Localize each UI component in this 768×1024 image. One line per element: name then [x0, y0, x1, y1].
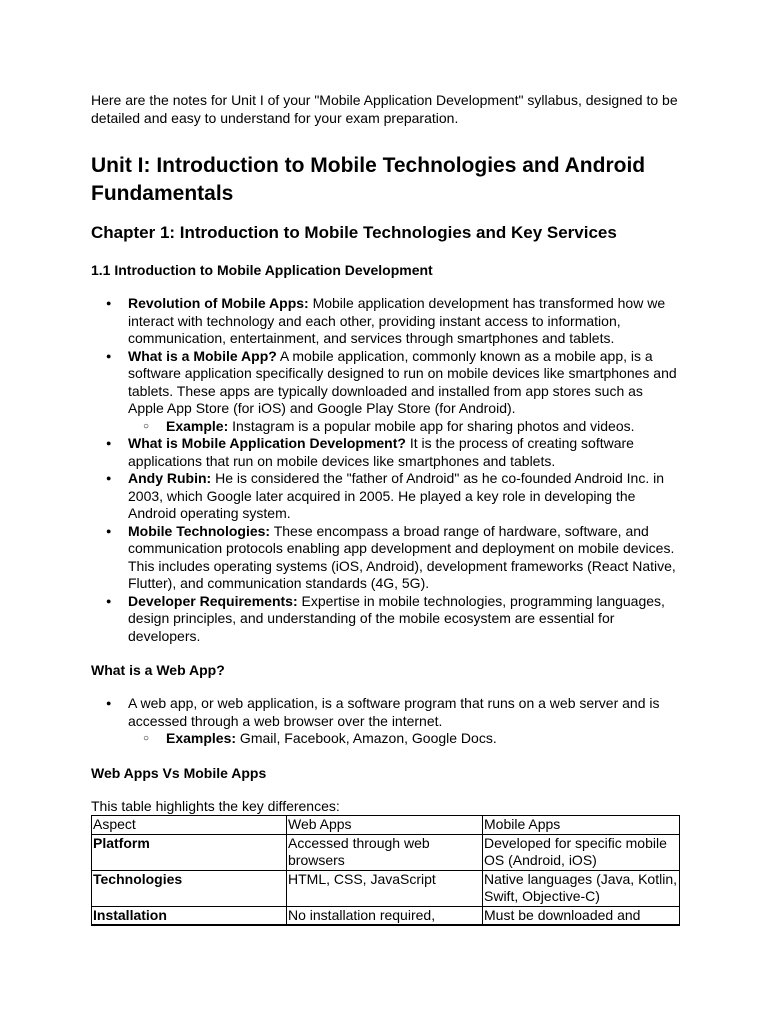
- table-header-row: [92, 816, 680, 835]
- sub-list: [128, 418, 681, 436]
- table-cell-aspect: Technologies: [92, 870, 287, 906]
- list-item-term: What is a Mobile App?: [128, 347, 277, 364]
- unit-title: Unit I: Introduction to Mobile Technologies and Android Fundamentals: [91, 154, 646, 205]
- sub-list-item-term: Examples:: [166, 730, 237, 746]
- column-header: Web Apps: [287, 816, 483, 835]
- list-item: [91, 435, 681, 470]
- comparison-heading: Web Apps Vs Mobile Apps: [91, 764, 267, 781]
- table-cell-web: No installation required,: [287, 906, 483, 925]
- list-item-text: A web app, or web application, is a software program that runs on a web server and is accessed through a web browser over the internet.: [128, 695, 660, 729]
- list-item: [91, 470, 681, 523]
- chapter-title: Chapter 1: Introduction to Mobile Technologies and Key Services: [91, 223, 617, 242]
- list-item-text: These encompass a broad range of hardware, software, and communication protocols enabling app development and deployment on mobile devices. This includes operating systems (iOS, Android), development frameworks (React Native, Flutter), and communication standards (4G, 5G).: [128, 522, 676, 591]
- table-cell-web: HTML, CSS, JavaScript: [287, 870, 483, 906]
- sub-list-item-text: Instagram is a popular mobile app for sharing photos and videos.: [228, 417, 635, 434]
- list-item-term: Developer Requirements:: [128, 592, 298, 609]
- list-item-text: Mobile application development has transformed how we interact with technology and each other, providing instant access to information, communication, entertainment, and services through smartphones and tablets.: [128, 295, 666, 346]
- column-header: Aspect: [92, 816, 287, 835]
- list-item-term: Revolution of Mobile Apps:: [128, 295, 309, 311]
- table-cell-aspect: Platform: [92, 834, 287, 870]
- list-item: [91, 295, 681, 348]
- mobile-dev-list: [91, 295, 681, 645]
- sub-list: [128, 730, 681, 748]
- table-cell-aspect: Installation: [92, 906, 287, 925]
- list-item-text: A mobile application, commonly known as a mobile app, is a software application specifically designed to run on mobile devices like smartphones and tablets. These apps are typically downloaded and installed from app stores such as Apple App Store (for iOS) and Google Play Store (for Android).: [128, 347, 677, 416]
- web-app-list: [91, 695, 681, 748]
- comparison-table: [91, 815, 680, 926]
- table-cell-mobile: Must be downloaded and: [483, 906, 680, 925]
- list-item-term: Andy Rubin:: [128, 470, 212, 486]
- list-item: [91, 523, 681, 593]
- table-cell-web: Accessed through web browsers: [287, 834, 483, 870]
- list-item-text: He is considered the "father of Android" as he co-founded Android Inc. in 2003, which Google later acquired in 2005. He played a key role in developing the Android operating system.: [128, 470, 664, 521]
- document-page: [91, 92, 681, 926]
- table-row: [92, 834, 680, 870]
- table-caption: This table highlights the key differences:: [91, 797, 340, 814]
- list-item-term: Mobile Technologies:: [128, 522, 271, 539]
- column-header: Mobile Apps: [483, 816, 680, 835]
- list-item: [91, 593, 681, 646]
- table-cell-mobile: Native languages (Java, Kotlin, Swift, Objective-C): [483, 870, 680, 906]
- list-item: [91, 348, 681, 436]
- sub-list-item-term: Example:: [166, 417, 229, 434]
- web-app-heading: What is a Web App?: [91, 662, 225, 678]
- sub-list-item-text: Gmail, Facebook, Amazon, Google Docs.: [236, 730, 497, 746]
- table-row: [92, 906, 680, 925]
- section-heading-1-1: 1.1 Introduction to Mobile Application Development: [91, 262, 433, 278]
- intro-paragraph: Here are the notes for Unit I of your "Mobile Application Development" syllabus, designed to be detailed and easy to understand for your exam preparation.: [91, 92, 678, 126]
- sub-list-item: [128, 730, 681, 748]
- list-item-text: Expertise in mobile technologies, programming languages, design principles, and understanding of the mobile ecosystem are essential for developers.: [128, 592, 665, 644]
- list-item-text: It is the process of creating software applications that run on mobile devices like smartphones and tablets.: [128, 435, 634, 469]
- list-item-term: What is Mobile Application Development?: [128, 435, 406, 451]
- table-cell-mobile: Developed for specific mobile OS (Android, iOS): [483, 834, 680, 870]
- sub-list-item: [128, 418, 681, 436]
- list-item: [91, 695, 681, 748]
- table-row: [92, 870, 680, 906]
